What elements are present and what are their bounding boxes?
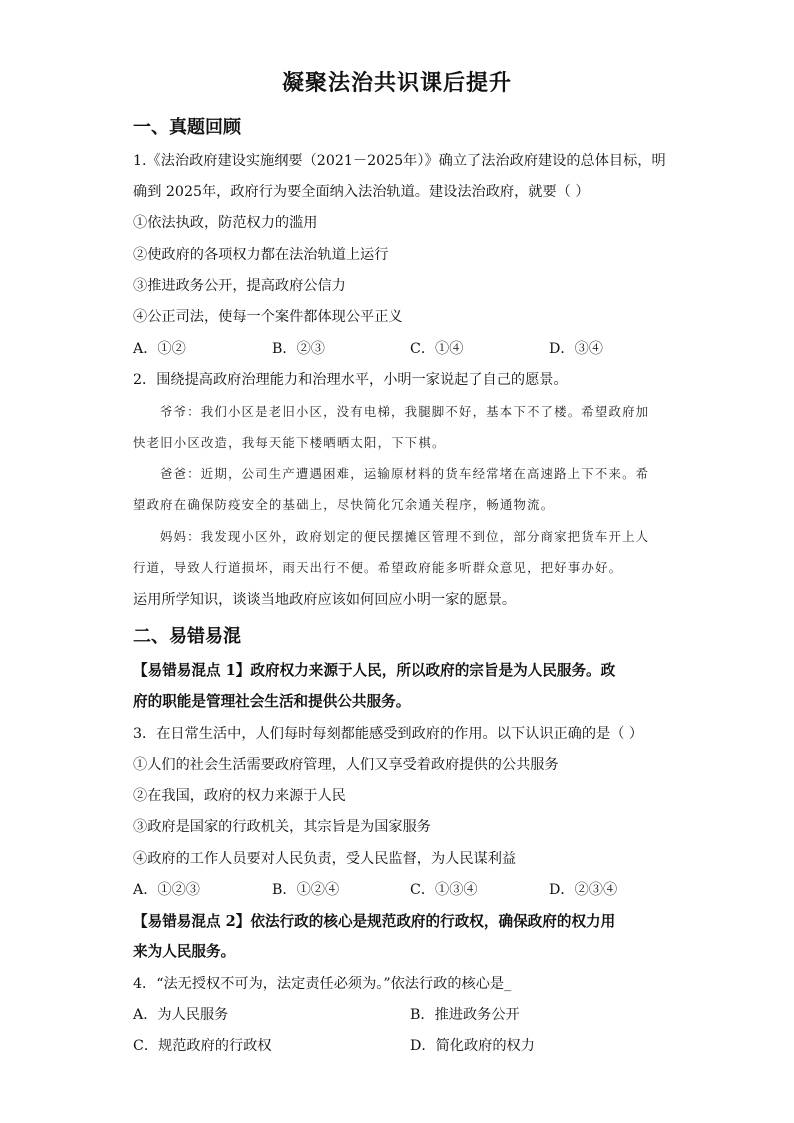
q4-option-c: C．规范政府的行政权: [133, 1038, 272, 1054]
q2-quote-line: 快老旧小区改造，我每天能下楼晒晒太阳，下下棋。: [133, 435, 446, 450]
q1-item-2: ②使政府的各项权力都在法治轨道上运行: [133, 247, 389, 263]
q4-stem: 4．“法无授权不可为，法定责任必须为。”依法行政的核心是_: [133, 976, 512, 992]
q2-ask: 运用所学知识，谈谈当地政府应该如何回应小明一家的愿景。: [133, 592, 517, 608]
q2-quote-line: 望政府在确保防疫安全的基础上，尽快简化冗余通关程序，畅通物流。: [133, 497, 555, 512]
q4-option-b: B．推进政务公开: [410, 1007, 520, 1023]
q1-item-4: ④公正司法，使每一个案件都体现公平正义: [133, 309, 403, 325]
section-heading-review: 一、真题回顾: [133, 117, 241, 138]
q1-option-a: A．①②: [133, 341, 186, 357]
q3-item-1: ①人们的社会生活需要政府管理，人们又享受着政府提供的公共服务: [133, 757, 559, 773]
q1-item-1: ①依法执政，防范权力的滥用: [133, 215, 318, 231]
q3-item-3: ③政府是国家的行政机关，其宗旨是为国家服务: [133, 819, 431, 835]
q2-quote-line: 爷爷：我们小区是老旧小区，没有电梯，我腿脚不好，基本下不了楼。希望政府加: [160, 404, 650, 419]
q3-stem: 3．在日常生活中，人们每时每刻都能感受到政府的作用。以下认识正确的是（ ）: [133, 726, 644, 742]
q3-item-2: ②在我国，政府的权力来源于人民: [133, 788, 346, 804]
point1-line2: 府的职能是管理社会生活和提供公共服务。: [133, 693, 411, 710]
q3-option-a: A．①②③: [133, 882, 200, 898]
q3-option-b: B．①②④: [272, 882, 340, 898]
q1-option-d: D．③④: [549, 341, 603, 357]
q2-quote-line: 爸爸：近期，公司生产遭遇困难，运输原材料的货车经常堵在高速路上下不来。希: [160, 466, 650, 481]
q4-option-d: D．简化政府的权力: [410, 1038, 535, 1054]
q1-stem-line2: 确到 2025年，政府行为要全面纳入法治轨道。建设法治政府，就要（ ）: [133, 184, 590, 200]
page-title: 凝聚法治共识课后提升: [281, 70, 512, 96]
q2-quote-line: 行道，导致人行道损坏，雨天出行不便。希望政府能多听群众意见，把好事办好。: [133, 560, 623, 575]
section-heading-confusions: 二、易错易混: [133, 626, 241, 647]
q1-item-3: ③推进政务公开，提高政府公信力: [133, 278, 346, 294]
q3-option-c: C．①③④: [410, 882, 478, 898]
q4-option-a: A．为人民服务: [133, 1007, 229, 1023]
point2-line2: 来为人民服务。: [133, 943, 236, 960]
q3-option-d: D．②③④: [549, 882, 618, 898]
q1-option-c: C．①④: [410, 341, 464, 357]
point2-line1: 【易错易混点 2】依法行政的核心是规范政府的行政权，确保政府的权力用: [133, 913, 616, 930]
point1-line1: 【易错易混点 1】政府权力来源于人民，所以政府的宗旨是为人民服务。政: [133, 662, 616, 679]
q2-quote-line: 妈妈：我发现小区外，政府划定的便民摆摊区管理不到位，部分商家把货车开上人: [160, 529, 650, 544]
q1-stem-line1: 1.《法治政府建设实施纲要（2021－2025年）》确立了法治政府建设的总体目标，明: [133, 153, 666, 169]
q1-option-b: B．②③: [272, 341, 325, 357]
q3-item-4: ④政府的工作人员要对人民负责，受人民监督，为人民谋利益: [133, 851, 517, 867]
q2-stem: 2．围绕提高政府治理能力和治理水平，小明一家说起了自己的愿景。: [133, 372, 568, 388]
